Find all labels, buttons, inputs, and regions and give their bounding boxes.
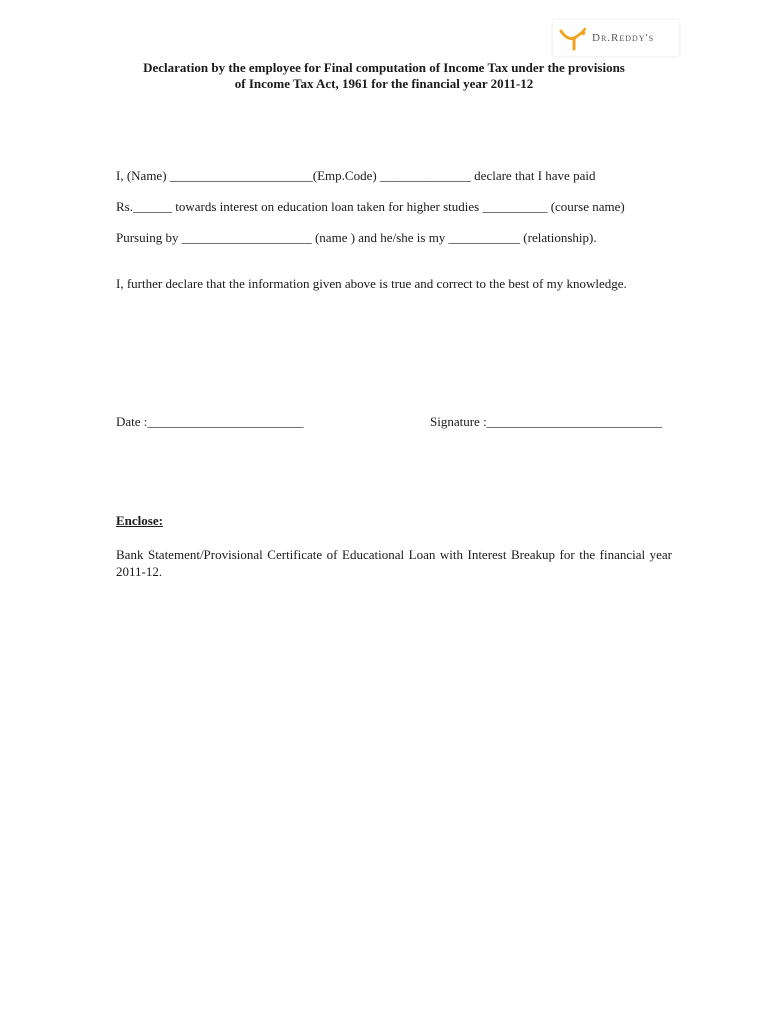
signature-field: Signature :___________________________ [430, 414, 663, 429]
company-logo [553, 20, 679, 56]
declaration-line-confirmation: I, further declare that the information given above is true and correct to the best of my knowledge. [116, 276, 627, 291]
declaration-line-name: I, (Name) ______________________(Emp.Code) ______________ declare that I have paid [116, 168, 596, 183]
dr-reddys-logo-icon [558, 25, 588, 51]
declaration-line-pursuing: Pursuing by ____________________ (name ) and he/she is my ___________ (relationship). [116, 230, 597, 245]
date-field: Date :________________________ [116, 414, 304, 429]
enclose-heading: Enclose: [116, 513, 163, 528]
declaration-line-amount: Rs.______ towards interest on education loan taken for higher studies __________ (course name) [116, 199, 625, 214]
title-line-2: of Income Tax Act, 1961 for the financial year 2011-12 [234, 76, 534, 91]
enclose-description: Bank Statement/Provisional Certificate of Educational Loan with Interest Breakup for the financial year 2011-12. [116, 547, 672, 579]
logo-brand-text: Dr.Reddy's [592, 32, 655, 44]
title-line-1: Declaration by the employee for Final computation of Income Tax under the provisions [143, 60, 625, 75]
document-title [100, 60, 668, 92]
